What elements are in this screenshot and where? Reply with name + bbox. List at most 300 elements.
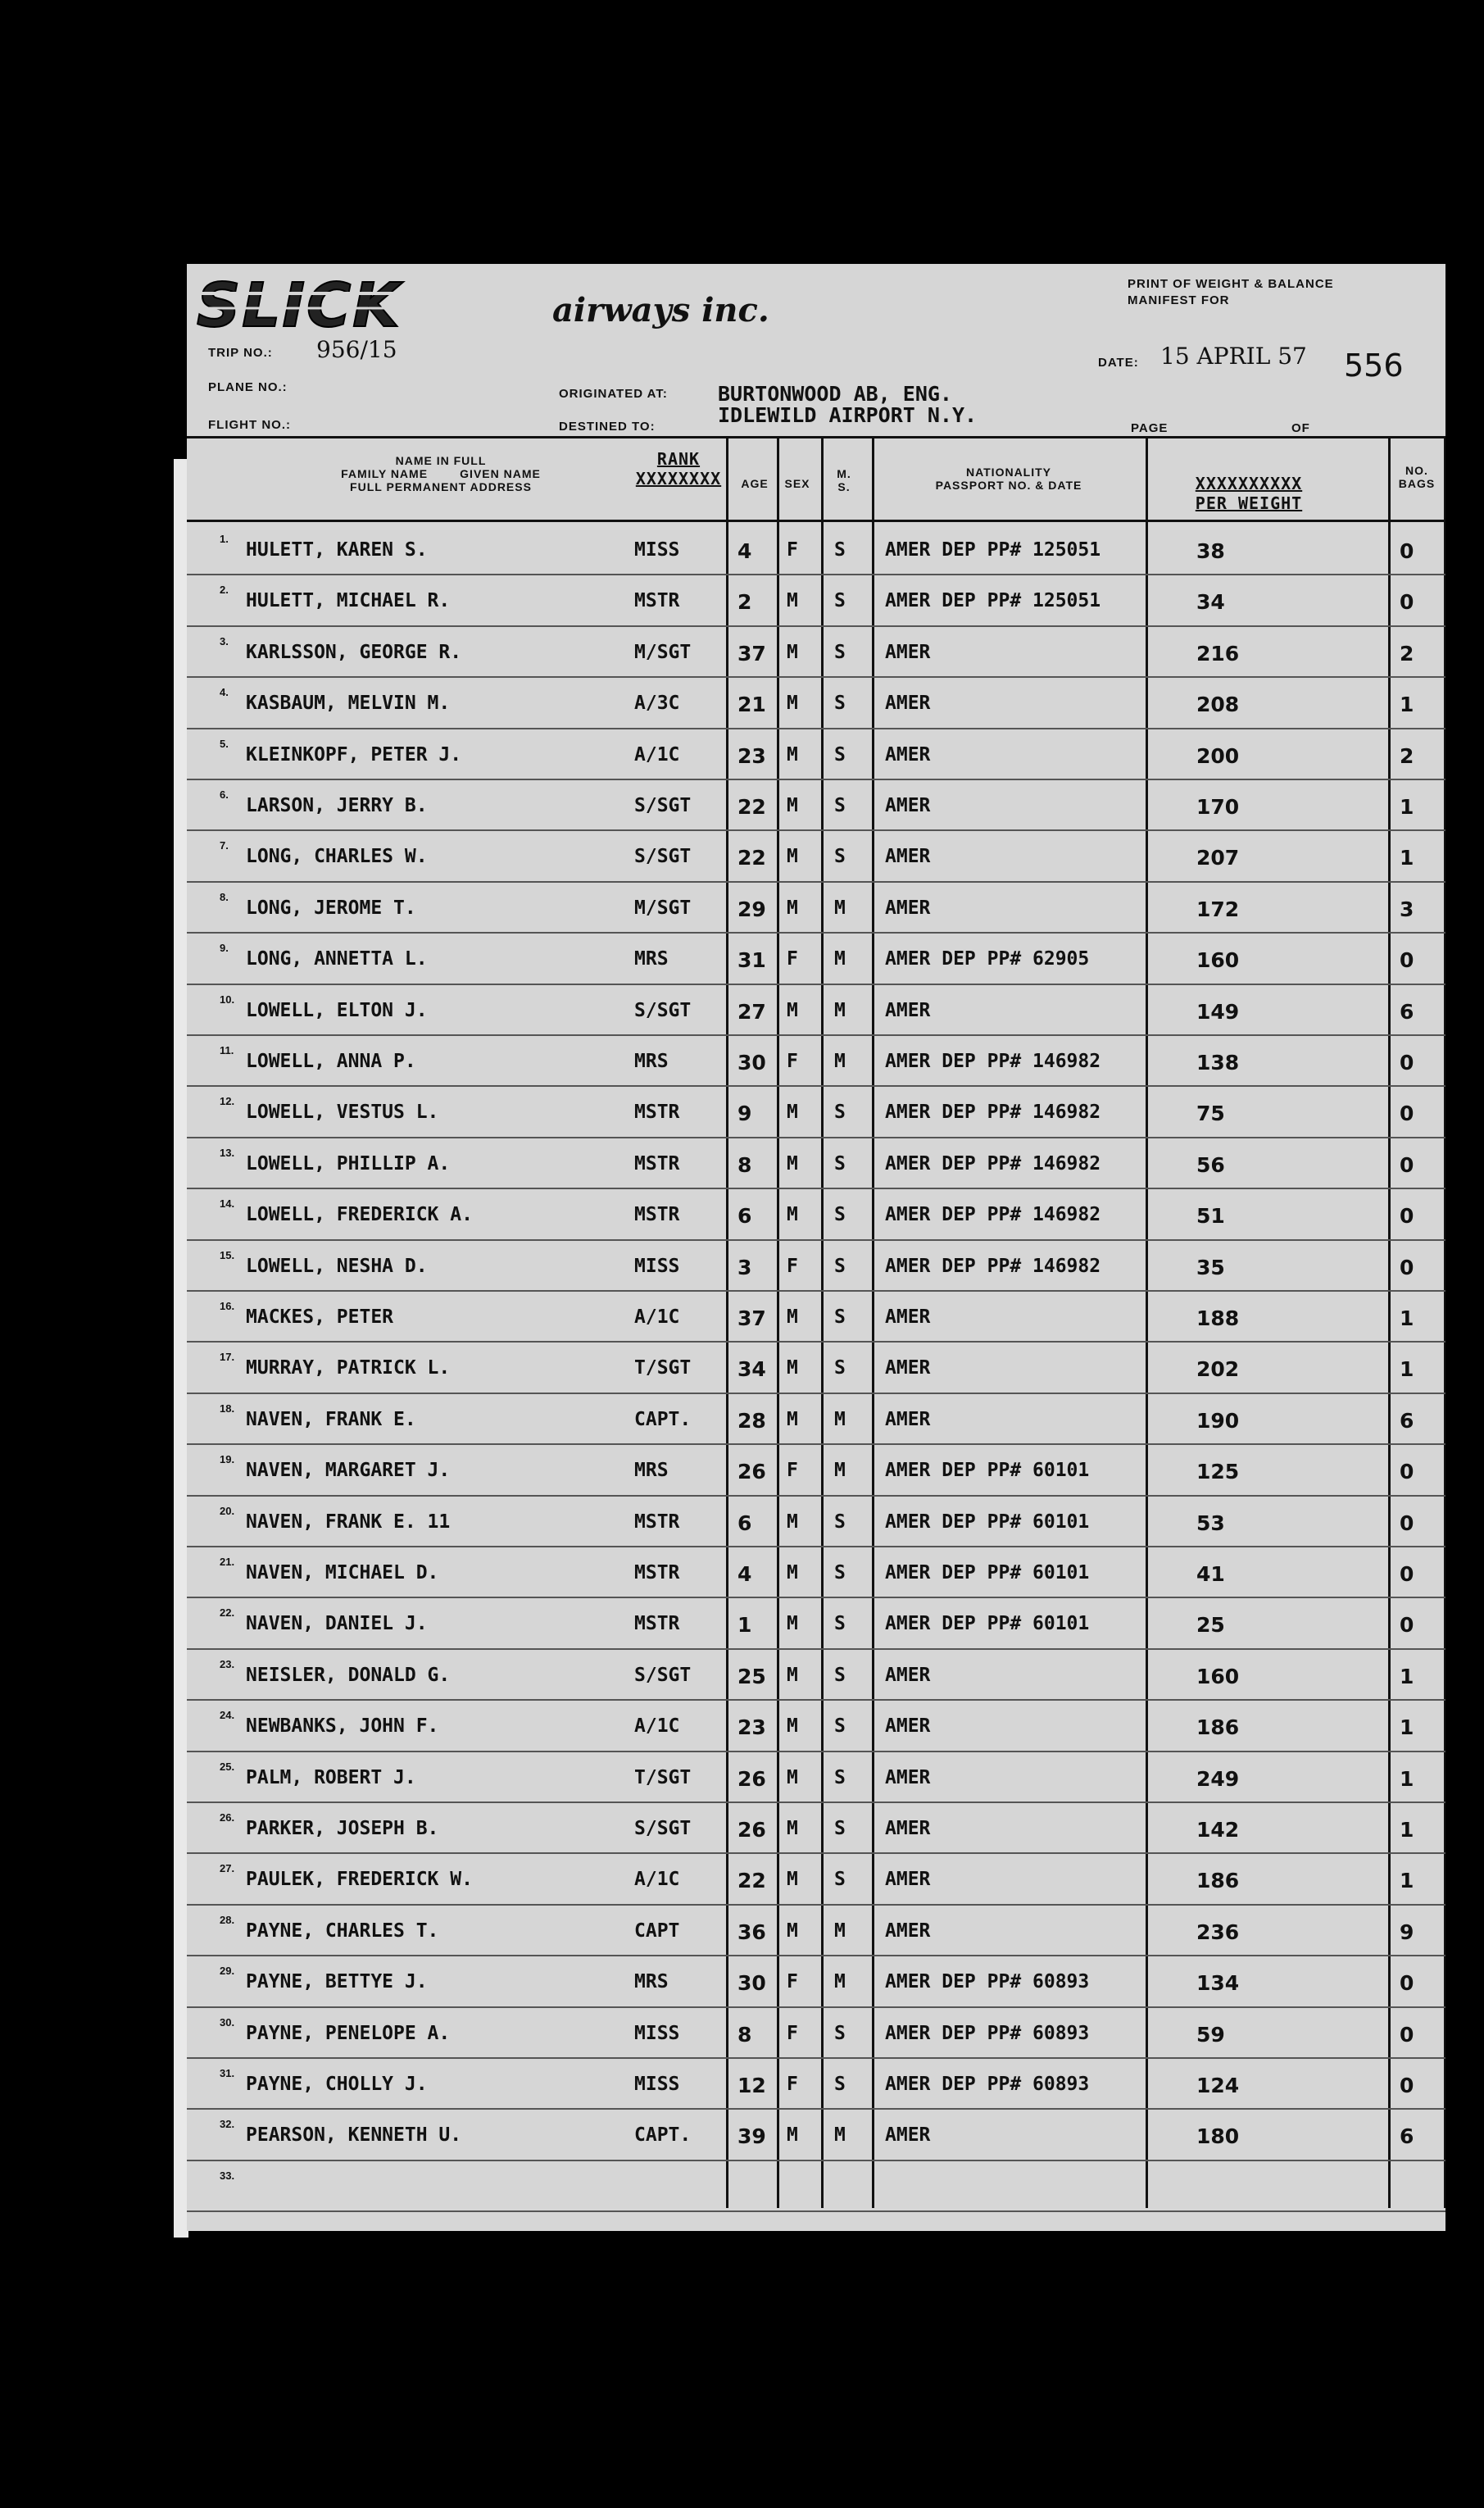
passenger-marital-status: M <box>834 999 846 1021</box>
passenger-bags: 1 <box>1400 846 1414 870</box>
passenger-nationality: AMER DEP PP# 60893 <box>885 1971 1090 1993</box>
row-number: 30. <box>220 2015 235 2029</box>
passenger-weight: 34 <box>1196 590 1225 615</box>
passenger-age: 39 <box>737 2124 766 2149</box>
passenger-name: LOWELL, ELTON J. <box>246 999 428 1021</box>
table-row <box>187 934 1445 984</box>
passenger-bags: 6 <box>1400 2124 1414 2149</box>
passenger-nationality: AMER DEP PP# 125051 <box>885 590 1101 612</box>
table-top-rule <box>187 436 1445 438</box>
header-bottom-rule <box>187 520 1445 522</box>
passenger-name: PAYNE, PENELOPE A. <box>246 2022 451 2044</box>
passenger-name: LOWELL, NESHA D. <box>246 1255 428 1277</box>
passenger-age: 37 <box>737 1306 766 1330</box>
passenger-sex: M <box>787 1613 798 1635</box>
row-number: 3. <box>220 634 229 647</box>
passenger-bags: 0 <box>1400 1051 1414 1075</box>
passenger-marital-status: S <box>834 1818 846 1839</box>
passenger-name: PAULEK, FREDERICK W. <box>246 1869 473 1891</box>
passenger-name: LONG, JEROME T. <box>246 897 416 919</box>
passenger-marital-status: M <box>834 1460 846 1482</box>
passenger-rank: S/SGT <box>634 795 692 816</box>
passenger-weight: 124 <box>1196 2074 1240 2097</box>
passenger-name: PAYNE, BETTYE J. <box>246 1971 428 1993</box>
passenger-marital-status: M <box>834 1051 846 1072</box>
table-row <box>187 1956 1445 2007</box>
passenger-nationality: AMER <box>885 1766 931 1788</box>
passenger-bags: 1 <box>1400 1306 1414 1330</box>
table-row <box>187 1803 1445 1854</box>
table-row <box>187 1241 1445 1292</box>
passenger-bags: 0 <box>1400 1255 1414 1279</box>
col-age-header: AGE <box>741 477 769 490</box>
passenger-weight: 25 <box>1196 1613 1225 1638</box>
passenger-nationality: AMER DEP PP# 60893 <box>885 2074 1090 2095</box>
passenger-age: 1 <box>737 1613 752 1638</box>
passenger-sex: M <box>787 1664 798 1686</box>
passenger-bags: 2 <box>1400 641 1414 666</box>
col-rank-header: RANK XXXXXXXX <box>635 449 722 488</box>
passenger-rank: MSTR <box>634 1152 680 1174</box>
passenger-marital-status: S <box>834 1102 846 1124</box>
passenger-age: 26 <box>737 1818 766 1842</box>
table-row <box>187 1445 1445 1496</box>
passenger-weight: 188 <box>1196 1306 1240 1330</box>
passenger-nationality: AMER DEP PP# 60101 <box>885 1613 1090 1635</box>
passenger-name: PARKER, JOSEPH B. <box>246 1818 439 1839</box>
passenger-rank: A/3C <box>634 693 680 715</box>
passenger-rank: MISS <box>634 2022 680 2044</box>
passenger-bags: 6 <box>1400 1408 1414 1433</box>
passenger-marital-status: M <box>834 948 846 970</box>
passenger-bags: 1 <box>1400 795 1414 819</box>
passenger-name: MACKES, PETER <box>246 1306 394 1328</box>
passenger-sex: M <box>787 1102 798 1124</box>
passenger-name: NAVEN, DANIEL J. <box>246 1613 428 1635</box>
passenger-bags: 0 <box>1400 590 1414 615</box>
table-row <box>187 780 1445 831</box>
passenger-bags: 0 <box>1400 1460 1414 1484</box>
passenger-age: 30 <box>737 1051 766 1075</box>
passenger-rank: CAPT <box>634 1920 680 1942</box>
passenger-rank: M/SGT <box>634 641 692 663</box>
passenger-marital-status: S <box>834 743 846 766</box>
passenger-rank: T/SGT <box>634 1357 692 1379</box>
passenger-name: LARSON, JERRY B. <box>246 795 428 816</box>
passenger-bags: 9 <box>1400 1920 1414 1944</box>
passenger-age: 12 <box>737 2074 766 2097</box>
passenger-weight: 186 <box>1196 1715 1240 1740</box>
passenger-nationality: AMER DEP PP# 60101 <box>885 1562 1090 1583</box>
passenger-weight: 180 <box>1196 2124 1240 2149</box>
table-row <box>187 1701 1445 1752</box>
passenger-bags: 0 <box>1400 1613 1414 1638</box>
table-row <box>187 1343 1445 1393</box>
passenger-age: 22 <box>737 795 766 819</box>
passenger-age: 26 <box>737 1460 766 1484</box>
originated-value: BURTONWOOD AB, ENG. <box>718 382 952 406</box>
passenger-nationality: AMER <box>885 2124 931 2147</box>
passenger-nationality: AMER <box>885 1818 931 1839</box>
passenger-marital-status: S <box>834 2074 846 2095</box>
passenger-nationality: AMER DEP PP# 62905 <box>885 948 1090 970</box>
passenger-marital-status: S <box>834 2022 846 2044</box>
passenger-nationality: AMER <box>885 743 931 766</box>
form-title-line2: MANIFEST FOR <box>1128 293 1230 307</box>
passenger-name: LOWELL, PHILLIP A. <box>246 1152 451 1174</box>
table-row <box>187 2008 1445 2059</box>
passenger-name: LONG, CHARLES W. <box>246 846 428 868</box>
passenger-rank: A/1C <box>634 1715 680 1738</box>
row-number: 25. <box>220 1760 235 1773</box>
passenger-age: 27 <box>737 999 766 1024</box>
passenger-sex: F <box>787 1255 798 1277</box>
passenger-rank: S/SGT <box>634 846 692 868</box>
passenger-sex: M <box>787 1562 798 1583</box>
passenger-age: 37 <box>737 641 766 666</box>
form-title-line1: PRINT OF WEIGHT & BALANCE <box>1128 277 1334 291</box>
passenger-age: 34 <box>737 1357 766 1382</box>
row-number: 21. <box>220 1556 235 1568</box>
passenger-weight: 202 <box>1196 1357 1240 1382</box>
passenger-bags: 0 <box>1400 948 1414 973</box>
passenger-name: KLEINKOPF, PETER J. <box>246 743 462 766</box>
passenger-marital-status: S <box>834 846 846 868</box>
row-number: 5. <box>220 737 229 750</box>
passenger-sex: M <box>787 1152 798 1174</box>
passenger-weight: 249 <box>1196 1766 1240 1791</box>
passenger-rank: MRS <box>634 1460 669 1482</box>
passenger-nationality: AMER DEP PP# 146982 <box>885 1152 1101 1174</box>
passenger-bags: 0 <box>1400 1562 1414 1586</box>
passenger-marital-status: S <box>834 1715 846 1738</box>
passenger-weight: 172 <box>1196 897 1240 921</box>
passenger-bags: 1 <box>1400 1766 1414 1791</box>
row-number: 32. <box>220 2118 235 2131</box>
passenger-marital-status: S <box>834 1613 846 1635</box>
passenger-bags: 0 <box>1400 1102 1414 1126</box>
passenger-age: 22 <box>737 846 766 870</box>
flight-label: FLIGHT NO.: <box>208 418 291 432</box>
row-number: 19. <box>220 1453 235 1466</box>
passenger-weight: 38 <box>1196 539 1225 563</box>
passenger-rank: MRS <box>634 1971 669 1993</box>
passenger-sex: M <box>787 693 798 715</box>
passenger-marital-status: M <box>834 897 846 919</box>
page-label: PAGE <box>1131 421 1169 435</box>
row-number: 4. <box>220 686 229 699</box>
date-value: 15 APRIL 57 <box>1160 343 1307 370</box>
row-rule <box>187 2210 1445 2212</box>
table-row <box>187 525 1445 575</box>
passenger-marital-status: S <box>834 1766 846 1788</box>
passenger-sex: M <box>787 1920 798 1942</box>
passenger-sex: M <box>787 999 798 1021</box>
passenger-weight: 216 <box>1196 641 1240 666</box>
passenger-age: 23 <box>737 743 766 768</box>
passenger-marital-status: S <box>834 1152 846 1174</box>
passenger-marital-status: S <box>834 1255 846 1277</box>
passenger-name: PALM, ROBERT J. <box>246 1766 416 1788</box>
passenger-marital-status: S <box>834 590 846 612</box>
passenger-sex: M <box>787 590 798 612</box>
table-row <box>187 1189 1445 1240</box>
row-number: 10. <box>220 993 235 1006</box>
passenger-marital-status: S <box>834 539 846 561</box>
passenger-bags: 0 <box>1400 1204 1414 1229</box>
passenger-rank: CAPT. <box>634 2124 692 2147</box>
passenger-rank: MSTR <box>634 1204 680 1226</box>
passenger-sex: M <box>787 1408 798 1430</box>
row-number: 1. <box>220 533 229 545</box>
row-number: 22. <box>220 1606 235 1620</box>
row-number: 7. <box>220 839 229 852</box>
passenger-marital-status: S <box>834 1869 846 1891</box>
passenger-bags: 0 <box>1400 1511 1414 1535</box>
table-row <box>187 1497 1445 1547</box>
passenger-nationality: AMER DEP PP# 146982 <box>885 1204 1101 1226</box>
row-number: 17. <box>220 1351 235 1364</box>
table-row <box>187 1087 1445 1138</box>
passenger-name: PAYNE, CHOLLY J. <box>246 2074 428 2095</box>
passenger-rank: CAPT. <box>634 1408 692 1430</box>
of-label: OF <box>1291 421 1310 435</box>
passenger-bags: 0 <box>1400 2022 1414 2047</box>
passenger-rank: MISS <box>634 2074 680 2095</box>
row-number: 18. <box>220 1402 235 1415</box>
passenger-sex: M <box>787 641 798 663</box>
passenger-age: 6 <box>737 1511 752 1535</box>
passenger-weight: 142 <box>1196 1818 1240 1842</box>
passenger-bags: 0 <box>1400 1971 1414 1996</box>
table-row <box>187 2110 1445 2160</box>
passenger-marital-status: S <box>834 693 846 715</box>
logo-wordmark: SLICK <box>197 270 402 341</box>
passenger-rank: S/SGT <box>634 1818 692 1839</box>
passenger-age: 26 <box>737 1766 766 1791</box>
trip-label: TRIP NO.: <box>208 346 273 360</box>
passenger-nationality: AMER DEP PP# 60893 <box>885 2022 1090 2044</box>
row-number: 15. <box>220 1248 235 1261</box>
passenger-weight: 200 <box>1196 743 1240 768</box>
passenger-bags: 0 <box>1400 539 1414 563</box>
passenger-age: 8 <box>737 1152 752 1177</box>
passenger-age: 23 <box>737 1715 766 1740</box>
passenger-weight: 207 <box>1196 846 1240 870</box>
passenger-nationality: AMER <box>885 1357 931 1379</box>
passenger-nationality: AMER <box>885 1664 931 1686</box>
passenger-weight: 236 <box>1196 1920 1240 1944</box>
passenger-age: 22 <box>737 1869 766 1893</box>
passenger-sex: F <box>787 2022 798 2044</box>
passenger-marital-status: S <box>834 1562 846 1583</box>
plane-label: PLANE NO.: <box>208 380 288 394</box>
passenger-marital-status: S <box>834 1357 846 1379</box>
passenger-nationality: AMER <box>885 1306 931 1328</box>
table-row <box>187 1547 1445 1598</box>
row-number: 2. <box>220 584 229 597</box>
table-row <box>187 1138 1445 1189</box>
passenger-age: 31 <box>737 948 766 973</box>
passenger-rank: MRS <box>634 948 669 970</box>
passenger-marital-status: M <box>834 1920 846 1942</box>
passenger-name: NAVEN, MARGARET J. <box>246 1460 451 1482</box>
passenger-rank: MSTR <box>634 590 680 612</box>
destined-value: IDLEWILD AIRPORT N.Y. <box>718 403 978 427</box>
passenger-weight: 41 <box>1196 1562 1225 1586</box>
passenger-nationality: AMER DEP PP# 60101 <box>885 1460 1090 1482</box>
passenger-rank: A/1C <box>634 743 680 766</box>
passenger-age: 25 <box>737 1664 766 1688</box>
table-row <box>187 1036 1445 1087</box>
passenger-marital-status: S <box>834 795 846 816</box>
row-number: 14. <box>220 1197 235 1211</box>
passenger-name: LOWELL, VESTUS L. <box>246 1102 439 1124</box>
passenger-weight: 59 <box>1196 2022 1225 2047</box>
passenger-weight: 51 <box>1196 1204 1225 1229</box>
passenger-rank: S/SGT <box>634 1664 692 1686</box>
table-row <box>187 1292 1445 1343</box>
logo-script: airways inc. <box>552 291 769 329</box>
passenger-bags: 1 <box>1400 1664 1414 1688</box>
passenger-weight: 125 <box>1196 1460 1240 1484</box>
passenger-marital-status: M <box>834 1408 846 1430</box>
passenger-rank: MISS <box>634 1255 680 1277</box>
passenger-rank: MSTR <box>634 1511 680 1533</box>
passenger-name: NEISLER, DONALD G. <box>246 1664 451 1686</box>
destined-label: DESTINED TO: <box>559 420 656 434</box>
passenger-nationality: AMER DEP PP# 146982 <box>885 1102 1101 1124</box>
passenger-nationality: AMER <box>885 641 931 663</box>
row-number: 33. <box>220 2169 235 2182</box>
passenger-name: MURRAY, PATRICK L. <box>246 1357 451 1379</box>
passenger-nationality: AMER <box>885 1408 931 1430</box>
row-number: 6. <box>220 788 229 801</box>
passenger-weight: 138 <box>1196 1051 1240 1075</box>
passenger-bags: 3 <box>1400 897 1414 921</box>
passenger-nationality: AMER <box>885 693 931 715</box>
passenger-sex: F <box>787 539 798 561</box>
passenger-sex: M <box>787 1204 798 1226</box>
table-row <box>187 1394 1445 1445</box>
passenger-rank: S/SGT <box>634 999 692 1021</box>
passenger-nationality: AMER <box>885 846 931 868</box>
passenger-sex: M <box>787 1818 798 1839</box>
passenger-name: LOWELL, ANNA P. <box>246 1051 416 1072</box>
col-ms-header: M. S. <box>837 467 851 493</box>
row-number: 11. <box>220 1044 234 1056</box>
table-row <box>187 1854 1445 1905</box>
passenger-bags: 0 <box>1400 1152 1414 1177</box>
passenger-bags: 1 <box>1400 1357 1414 1382</box>
passenger-sex: F <box>787 1051 798 1072</box>
passenger-weight: 134 <box>1196 1971 1240 1996</box>
passenger-age: 29 <box>737 897 766 921</box>
table-row <box>187 729 1445 780</box>
row-number: 24. <box>220 1709 235 1722</box>
passenger-name: NAVEN, FRANK E. 11 <box>246 1511 451 1533</box>
passenger-marital-status: S <box>834 1204 846 1226</box>
passenger-rank: MRS <box>634 1051 669 1072</box>
passenger-age: 6 <box>737 1204 752 1229</box>
passenger-name: HULETT, KAREN S. <box>246 539 428 561</box>
passenger-age: 9 <box>737 1102 752 1126</box>
passenger-rank: A/1C <box>634 1869 680 1891</box>
passenger-name: KASBAUM, MELVIN M. <box>246 693 451 715</box>
passenger-rank: MISS <box>634 539 680 561</box>
passenger-name: PAYNE, CHARLES T. <box>246 1920 439 1942</box>
table-row <box>187 831 1445 882</box>
passenger-bags: 6 <box>1400 999 1414 1024</box>
passenger-rank: A/1C <box>634 1306 680 1328</box>
passenger-marital-status: S <box>834 1664 846 1686</box>
passenger-nationality: AMER DEP PP# 146982 <box>885 1255 1101 1277</box>
passenger-sex: M <box>787 743 798 766</box>
passenger-bags: 1 <box>1400 1715 1414 1740</box>
passenger-nationality: AMER <box>885 999 931 1021</box>
row-number: 12. <box>220 1095 235 1108</box>
passenger-sex: M <box>787 1715 798 1738</box>
row-number: 29. <box>220 1965 235 1978</box>
passenger-name: LONG, ANNETTA L. <box>246 948 428 970</box>
passenger-sex: M <box>787 1357 798 1379</box>
passenger-age: 8 <box>737 2022 752 2047</box>
passenger-marital-status: M <box>834 1971 846 1993</box>
trip-value: 956/15 <box>316 336 397 363</box>
col-name-header: NAME IN FULL FAMILY NAME GIVEN NAME FULL PERMANENT ADDRESS <box>341 454 541 493</box>
passenger-nationality: AMER DEP PP# 146982 <box>885 1051 1101 1072</box>
passenger-weight: 35 <box>1196 1255 1225 1279</box>
passenger-sex: M <box>787 2124 798 2147</box>
passenger-age: 21 <box>737 693 766 717</box>
passenger-bags: 1 <box>1400 693 1414 717</box>
table-row <box>187 1752 1445 1803</box>
passenger-weight: 160 <box>1196 948 1240 973</box>
table-row <box>187 575 1445 626</box>
row-number: 26. <box>220 1811 235 1824</box>
date-label: DATE: <box>1098 356 1139 370</box>
table-row <box>187 985 1445 1036</box>
passenger-sex: M <box>787 1306 798 1328</box>
table-row <box>187 883 1445 934</box>
passenger-age: 2 <box>737 590 752 615</box>
passenger-name: NEWBANKS, JOHN F. <box>246 1715 439 1738</box>
passenger-nationality: AMER <box>885 897 931 919</box>
passenger-marital-status: M <box>834 2124 846 2147</box>
passenger-bags: 2 <box>1400 743 1414 768</box>
passenger-marital-status: S <box>834 1306 846 1328</box>
passenger-sex: F <box>787 1971 798 1993</box>
passenger-age: 4 <box>737 1562 752 1586</box>
table-row <box>187 2161 1445 2212</box>
passenger-nationality: AMER <box>885 1920 931 1942</box>
passenger-age: 28 <box>737 1408 766 1433</box>
row-number: 31. <box>220 2067 235 2079</box>
slick-airways-logo <box>192 269 815 344</box>
passenger-sex: M <box>787 795 798 816</box>
passenger-marital-status: S <box>834 1511 846 1533</box>
passenger-weight: 170 <box>1196 795 1240 819</box>
passenger-weight: 75 <box>1196 1102 1225 1126</box>
passenger-age: 4 <box>737 539 752 563</box>
passenger-nationality: AMER <box>885 795 931 816</box>
table-row <box>187 1906 1445 1956</box>
passenger-rank: T/SGT <box>634 1766 692 1788</box>
passenger-name: PEARSON, KENNETH U. <box>246 2124 462 2147</box>
passenger-name: LOWELL, FREDERICK A. <box>246 1204 473 1226</box>
passenger-sex: M <box>787 897 798 919</box>
col-sex-header: SEX <box>784 477 810 490</box>
